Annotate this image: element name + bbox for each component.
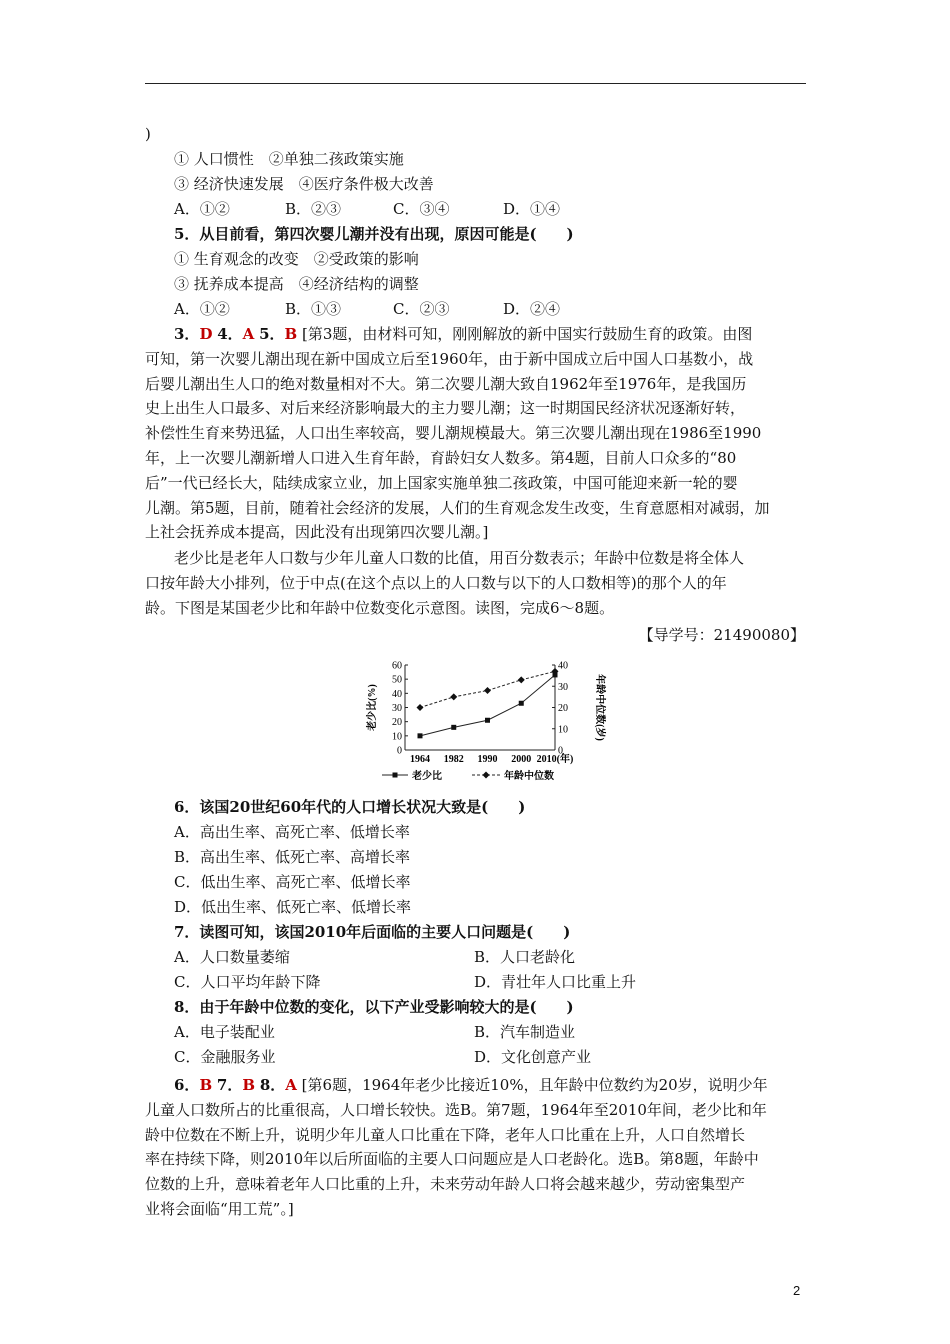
q4-option-d[interactable]: D．①④: [503, 200, 561, 218]
series-2-point: [484, 687, 491, 694]
q5-stem: 5．从目前看，第四次婴儿潮并没有出现，原因可能是( ): [174, 225, 574, 243]
header-rule: [145, 83, 806, 84]
q5-item-1: ① 生育观念的改变: [174, 250, 299, 268]
q4-option-c[interactable]: C．③④: [393, 200, 450, 218]
series-1-point: [519, 701, 524, 706]
series-2-point: [450, 693, 457, 700]
intro-6-8: 老少比是老年人口数与少年儿童人口数的比值，用百分数表示；年龄中位数是将全体人 口按年龄大小排列，位于中点(在这个点以上的人口数与以下的人口数相等)的那个人的年 龄。下图是某国老少比和年龄中位数变化示意图。读图，完成6～8题。: [145, 549, 745, 617]
answer-explanation-3-5: 3．D 4．A 5．B [第3题，由材料可知，刚刚解放的新中国实行鼓励生育的政策。由图 可知，第一次婴儿潮出现在新中国成立后至1960年，由于新中国成立后中国人口基数小，战 后婴儿潮出生人口的绝对数量相对不大。第二次婴儿潮大致自1962年至1976年，是我国历 史上出生人口最多、对后来经济影响最大的主力婴儿潮；这一时期国民经济状况逐渐好转， 补偿性生育来势迅猛，人口出生率较高，婴儿潮规模最大。第三次婴儿潮出现在1986至1990 年，上一次婴儿潮新增人口进入生育年龄，育龄妇女人数多。第4题，目前人口众多的“80 后”一代已经长大，陆续成家立业，加上国家实施单独二孩政策，中国可能迎来新一轮的婴 儿潮。第5题，目前，随着社会经济的发展，人们的生育观念发生改变，生育意愿相对减弱，加 上社会抚养成本提高，因此没有出现第四次婴儿潮。]: [145, 325, 770, 542]
ratio-median-chart: [360, 655, 610, 790]
q8-stem: 8．由于年龄中位数的变化，以下产业受影响较大的是( ): [174, 998, 574, 1016]
q8-option-c[interactable]: C．金融服务业: [174, 1048, 276, 1066]
q4-option-a[interactable]: A．①②: [174, 200, 230, 218]
answer-7: B: [242, 1076, 256, 1094]
q4-items-row2: [174, 174, 434, 194]
right-tick-label: 20: [558, 703, 568, 714]
q7-option-c[interactable]: C．人口平均年龄下降: [174, 973, 321, 991]
x-tick-label: 1982: [443, 754, 464, 765]
left-tick-label: 40: [392, 688, 402, 700]
legend-label-2: 年龄中位数: [504, 771, 554, 782]
legend-label-1: 老少比: [412, 771, 442, 782]
page-number: 2: [793, 1283, 801, 1298]
q8-option-d[interactable]: D．文化创意产业: [474, 1048, 592, 1066]
q4-item-4: ④医疗条件极大改善: [298, 175, 434, 193]
answer-3: D: [199, 325, 213, 343]
q4-item-3: ③ 经济快速发展: [174, 175, 284, 193]
q5-option-a[interactable]: A．①②: [174, 300, 230, 318]
q6-option-b[interactable]: B．高出生率、低死亡率、高增长率: [174, 848, 411, 866]
q8-option-a[interactable]: A．电子装配业: [174, 1023, 275, 1041]
right-tick-label: 10: [558, 724, 568, 736]
right-tick-label: 30: [558, 681, 568, 693]
q8-option-b[interactable]: B．汽车制造业: [474, 1023, 576, 1041]
right-tick-label: 40: [558, 660, 568, 672]
answer-4: A: [242, 325, 255, 343]
left-tick-label: 20: [392, 717, 402, 729]
left-tick-label: 60: [392, 660, 402, 672]
q6-option-c[interactable]: C．低出生率、高死亡率、低增长率: [174, 873, 411, 891]
q5-item-2: ②受政策的影响: [313, 250, 419, 268]
q7-option-b[interactable]: B．人口老龄化: [474, 948, 576, 966]
x-tick-label: 1964: [410, 754, 430, 765]
x-tick-label: 1990: [477, 754, 498, 765]
series-1-point: [451, 725, 456, 730]
answer-8: A: [285, 1076, 297, 1094]
answer-explanation-6-8: 6．B 7．B 8．A [第6题，1964年老少比接近10%，且年龄中位数约为20岁，说明少年 儿童人口数所占的比重很高，人口增长较快。选B。第7题，1964年至2010年间，老少比和年 龄中位数在不断上升，说明少年儿童人口比重在下降，老年人口比重在上升，人口自然增长 率在持续下降，则2010年以后所面临的主要人口问题应是人口老龄化。选B。第8题，年龄中 位数的上升，意味着老年人口比重的上升，未来劳动年龄人口将会越来越少，劳动密集型产 业将会面临“用工荒”。]: [145, 1076, 768, 1218]
q5-option-c[interactable]: C．②③: [393, 300, 450, 318]
q6-option-d[interactable]: D．低出生率、低死亡率、低增长率: [174, 898, 412, 916]
q5-items-row1: [174, 249, 419, 269]
series-1-point: [418, 733, 423, 738]
q4-item-2: ②单独二孩政策实施: [268, 150, 404, 168]
q5-item-4: ④经济结构的调整: [298, 275, 419, 293]
series-2-point: [417, 704, 424, 711]
answer-6: B: [199, 1076, 213, 1094]
right-tick-label: 0: [558, 745, 563, 757]
right-axis-title: 年龄中位数(岁): [594, 674, 605, 741]
q4-option-b[interactable]: B．②③: [285, 200, 342, 218]
series-line-1: [420, 675, 555, 736]
q4-tail: ): [145, 125, 151, 143]
q6-stem: 6．该国20世纪60年代的人口增长状况大致是( ): [174, 798, 526, 816]
guide-number: 【导学号：21490080】: [638, 626, 805, 644]
q4-item-1: ① 人口惯性: [174, 150, 254, 168]
legend-marker-1: [393, 773, 398, 778]
q5-items-row2: [174, 274, 419, 294]
answer-5: B: [284, 325, 298, 343]
left-axis-title: 老少比(%): [367, 684, 378, 731]
q4-items-row1: [174, 149, 404, 169]
legend-marker-2: [483, 772, 490, 779]
q7-stem: 7．读图可知，该国2010年后面临的主要人口问题是( ): [174, 923, 571, 941]
left-tick-label: 50: [392, 674, 402, 686]
q6-option-a[interactable]: A．高出生率、高死亡率、低增长率: [174, 823, 410, 841]
q5-option-d[interactable]: D．②④: [503, 300, 561, 318]
q5-item-3: ③ 抚养成本提高: [174, 275, 284, 293]
x-tick-label: 2000: [511, 754, 532, 765]
series-1-point: [485, 718, 490, 723]
q7-option-d[interactable]: D．青壮年人口比重上升: [474, 973, 637, 991]
q5-option-b[interactable]: B．①③: [285, 300, 342, 318]
left-tick-label: 10: [392, 731, 402, 743]
left-tick-label: 30: [392, 703, 402, 714]
series-2-point: [518, 676, 525, 683]
x-tick-label: 2010(年): [536, 754, 574, 765]
q7-option-a[interactable]: A．人口数量萎缩: [174, 948, 290, 966]
left-tick-label: 0: [397, 745, 402, 757]
